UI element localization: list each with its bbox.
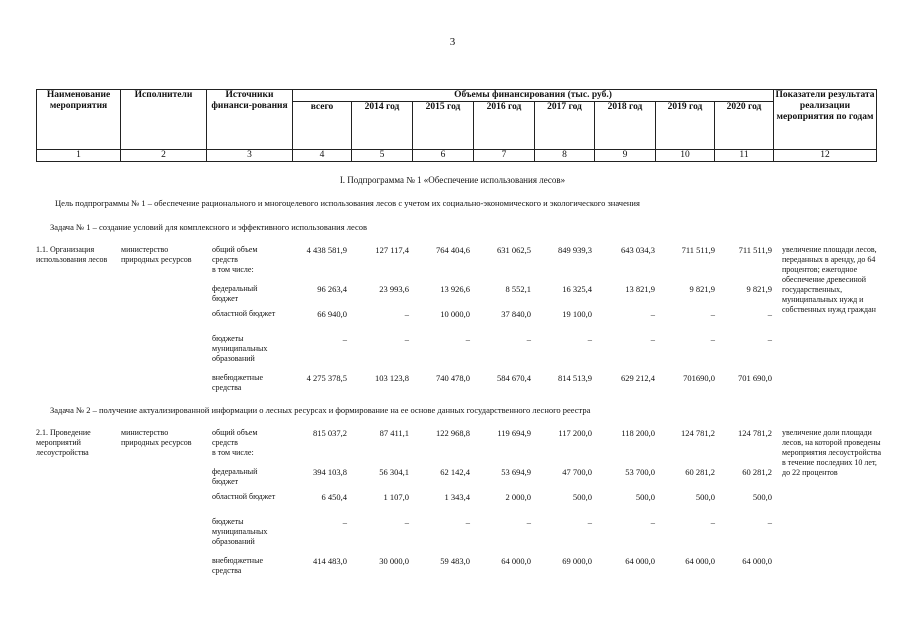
measure-executors: министерство природных ресурсов [121,245,192,264]
funding-value: 10 000,0 [440,309,470,319]
header-name: Наименование мероприятия [37,90,121,150]
funding-value: 96 263,4 [317,284,347,294]
task-2-heading: Задача № 2 – получение актуализированной информации о лесных ресурсах и формирование на ее основе данных государственного лесного реестра [50,405,591,415]
funding-value: – [710,309,715,319]
measure-name: 1.1. Организация использования лесов [36,245,108,264]
funding-value: 764 404,6 [436,245,470,255]
source-label: общий объем средств [212,245,258,264]
source-label: областной бюджет [212,309,276,318]
source-label: федеральный бюджет [212,284,258,303]
funding-value: – [767,309,772,319]
funding-value: 124 781,2 [681,428,715,438]
funding-value: 69 000,0 [562,556,592,566]
funding-value: – [710,334,715,344]
funding-value: 643 034,3 [621,245,655,255]
funding-value: 1 107,0 [383,492,409,502]
funding-value: – [526,517,531,527]
funding-value: 64 000,0 [625,556,655,566]
header-2015: 2015 год [413,102,474,150]
funding-value: 740 478,0 [436,373,470,383]
subprogram-goal: Цель подпрограммы № 1 – обеспечение рационального и многоцелевого использования лесов с учетом их социально-экономического и экологического значения [55,198,640,208]
result-indicator: увеличение доли площади лесов, на которой проведены мероприятия лесоустройства в течение последних 10 лет, до 22 процентов [782,428,881,477]
col-number: 7 [474,150,535,162]
source-label: бюджеты муниципальных образований [212,334,268,363]
funding-value: 53 694,9 [501,467,531,477]
funding-value: – [650,334,655,344]
funding-value: 118 200,0 [621,428,655,438]
col-number: 5 [352,150,413,162]
funding-value: – [710,517,715,527]
header-2016: 2016 год [474,102,535,150]
funding-value: 60 281,2 [685,467,715,477]
source-label: федеральный бюджет [212,467,258,486]
funding-value: 16 325,4 [562,284,592,294]
funding-value: 500,0 [635,492,655,502]
funding-value: 500,0 [695,492,715,502]
funding-value: 64 000,0 [501,556,531,566]
funding-value: 815 037,2 [313,428,347,438]
col-number: 2 [121,150,207,162]
header-2018: 2018 год [595,102,656,150]
col-number: 4 [293,150,352,162]
header-2014: 2014 год [352,102,413,150]
source-label: в том числе: [212,448,254,457]
page-number: 3 [449,36,456,48]
funding-value: 711 511,9 [738,245,772,255]
funding-value: 30 000,0 [379,556,409,566]
source-label: бюджеты муниципальных образований [212,517,268,546]
subprogram-title: I. Подпрограмма № 1 «Обеспечение использования лесов» [339,175,566,185]
funding-value: 629 212,4 [621,373,655,383]
header-indicators: Показатели результата реализации мероприятия по годам [774,90,877,150]
funding-value: – [650,309,655,319]
header-executors: Исполнители [121,90,207,150]
funding-value: – [404,517,409,527]
source-label: общий объем средств [212,428,258,447]
funding-value: 4 438 581,9 [306,245,347,255]
col-number: 11 [715,150,774,162]
funding-value: 59 483,0 [440,556,470,566]
measure-executors: министерство природных ресурсов [121,428,192,447]
header-volume: Объемы финансирования (тыс. руб.) [293,90,774,102]
funding-value: – [465,517,470,527]
funding-value: 127 117,4 [375,245,409,255]
source-label: внебюджетные средства [212,373,263,392]
col-number: 8 [535,150,595,162]
funding-value: 119 694,9 [497,428,531,438]
funding-value: 631 062,5 [497,245,531,255]
funding-value: 47 700,0 [562,467,592,477]
funding-value: 64 000,0 [742,556,772,566]
col-number: 1 [37,150,121,162]
col-number: 12 [774,150,877,162]
funding-value: 13 926,6 [440,284,470,294]
col-number: 3 [207,150,293,162]
funding-value: – [404,334,409,344]
result-indicator: увеличение площади лесов, переданных в аренду, до 64 процентов; ежегодное обеспечение древесиной государственных, муниципальных нужд и собственных нужд граждан [782,245,877,314]
funding-value: 500,0 [572,492,592,502]
funding-value: 8 552,1 [505,284,531,294]
funding-value: 37 840,0 [501,309,531,319]
funding-value: 60 281,2 [742,467,772,477]
funding-value: – [404,309,409,319]
funding-value: 1 343,4 [444,492,470,502]
funding-value: 711 511,9 [681,245,715,255]
funding-value: – [465,334,470,344]
funding-value: – [767,517,772,527]
funding-value: – [587,517,592,527]
funding-value: 64 000,0 [685,556,715,566]
header-table [36,89,877,162]
funding-value: 814 513,9 [558,373,592,383]
funding-value: – [587,334,592,344]
funding-value: 23 993,6 [379,284,409,294]
col-number: 6 [413,150,474,162]
header-2017: 2017 год [535,102,595,150]
funding-value: 500,0 [752,492,772,502]
funding-value: 394 103,8 [313,467,347,477]
funding-value: 13 821,9 [625,284,655,294]
funding-value: 62 142,4 [440,467,470,477]
task-1-heading: Задача № 1 – создание условий для комплексного и эффективного использования лесов [50,222,367,232]
col-number: 10 [656,150,715,162]
header-sources: Источники финанси-рования [207,90,293,150]
funding-value: 414 483,0 [313,556,347,566]
funding-value: 701690,0 [683,373,715,383]
source-label: в том числе: [212,265,254,274]
funding-value: 19 100,0 [562,309,592,319]
header-2020: 2020 год [715,102,774,150]
funding-value: 849 939,3 [558,245,592,255]
funding-value: 2 000,0 [505,492,531,502]
funding-value: 9 821,9 [746,284,772,294]
funding-value: 122 968,8 [436,428,470,438]
funding-value: – [526,334,531,344]
measure-name: 2.1. Проведение мероприятий лесоустройства [36,428,91,457]
funding-value: – [342,517,347,527]
funding-value: 6 450,4 [321,492,347,502]
source-label: областной бюджет [212,492,276,501]
funding-value: 66 940,0 [317,309,347,319]
funding-value: 701 690,0 [738,373,772,383]
source-label: внебюджетные средства [212,556,263,575]
funding-value: – [342,334,347,344]
col-number: 9 [595,150,656,162]
funding-value: 117 200,0 [558,428,592,438]
header-total: всего [293,102,352,150]
funding-value: 4 275 378,5 [306,373,347,383]
funding-value: 584 670,4 [497,373,531,383]
funding-value: 103 123,8 [375,373,409,383]
header-2019: 2019 год [656,102,715,150]
funding-value: 56 304,1 [379,467,409,477]
funding-value: – [650,517,655,527]
funding-value: 9 821,9 [689,284,715,294]
funding-value: 53 700,0 [625,467,655,477]
funding-value: 87 411,1 [379,428,409,438]
funding-value: – [767,334,772,344]
funding-value: 124 781,2 [738,428,772,438]
